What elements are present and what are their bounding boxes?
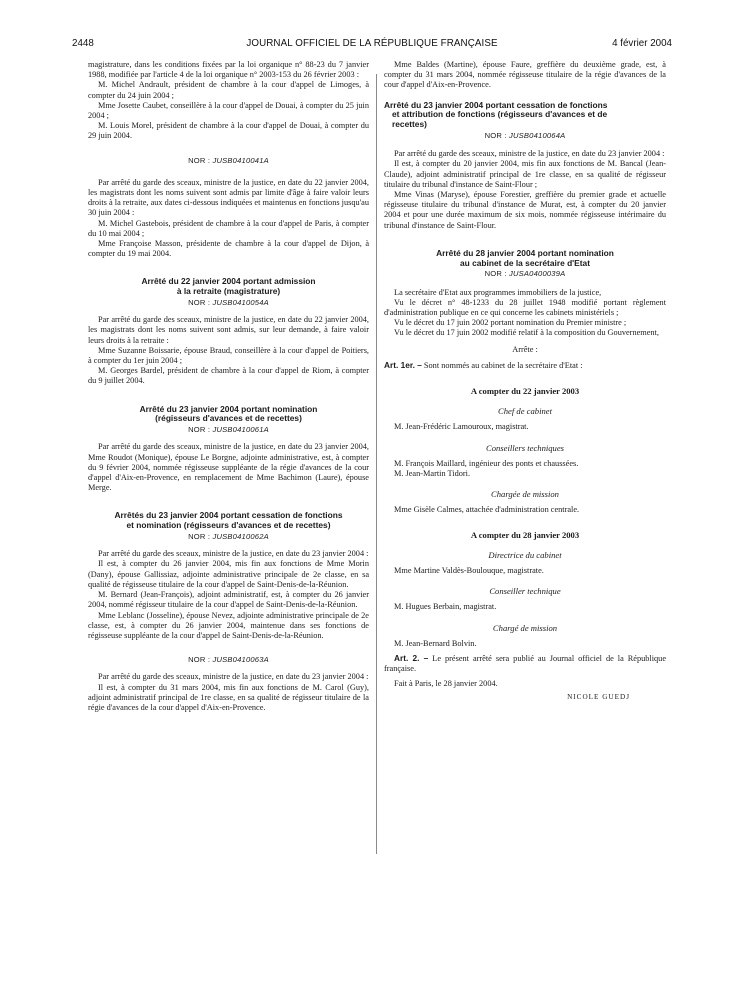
- nor-reference: NOR : JUSA0400039A: [484, 269, 566, 279]
- column-divider: [376, 74, 377, 854]
- signature-date: Fait à Paris, le 28 janvier 2004.: [394, 678, 498, 688]
- nor-reference: NOR : JUSB0410041A: [188, 155, 269, 165]
- section-heading: Arrêté du 23 janvier 2004 portant nomination (régisseurs d'avances et de recettes): [139, 403, 318, 424]
- nor-reference: NOR : JUSB0410061A: [188, 425, 269, 435]
- left-column: [88, 60, 369, 713]
- paragraph: Il est, à compter du 31 mars 2004, mis fin aux fonctions de M. Carol (Guy), adjoint administratif principal de 1re classe, en sa qualité de régisseur titulaire de la régie d'avances de la cour d'appel d'Aix-en-Provence.: [88, 682, 369, 712]
- paragraph: Vu le décret du 17 juin 2002 modifié relatif à la composition du Gouvernement,: [394, 328, 659, 338]
- paragraph: Par arrêté du garde des sceaux, ministre de la justice, en date du 23 janvier 2004 :: [394, 149, 665, 159]
- paragraph: Mme Françoise Masson, présidente de chambre à la cour d'appel de Dijon, à compter du 19 mai 2004.: [88, 239, 369, 259]
- paragraph: Par arrêté du garde des sceaux, ministre de la justice, en date du 22 janvier 2004, les magistrats dont les noms suivent sont admis par limite d'âge à faire valoir leurs droits à la retraite, aux dates ci-dessous indiquées et maintenus en fonctions jusqu'au 30 juin 2004 :: [88, 177, 369, 218]
- nor-reference: NOR : JUSB0410054A: [188, 298, 269, 308]
- paragraph: La secrétaire d'Etat aux programmes immobiliers de la justice,: [394, 287, 602, 297]
- page-header: [72, 38, 672, 52]
- paragraph: Mme Vinas (Maryse), épouse Forestier, greffière du premier grade et actuelle régisseuse titulaire du tribunal d'instance de Murat, est, à compter du 20 janvier 2004 et pour une durée maximum de six mois, nommée régisseuse intérimaire du tribunal d'instance de Saint-Flour.: [384, 190, 666, 230]
- right-column: [384, 60, 666, 702]
- paragraph: M. Georges Bardel, président de chambre à la cour d'appel de Riom, à compter du 9 juillet 2004.: [88, 366, 369, 386]
- paragraph: magistrature, dans les conditions fixées par la loi organique n° 88-23 du 7 janvier 1988, modifiée par l'article 4 de la loi organique n° 2003-153 du 26 février 2003 :: [88, 60, 369, 80]
- appointee: M. François Maillard, ingénieur des ponts et chaussées.: [394, 458, 579, 468]
- signatory: NICOLE GUEDJ: [567, 692, 630, 701]
- arrete-line: Arrête :: [512, 344, 538, 354]
- paragraph: Par arrêté du garde des sceaux, ministre de la justice, en date du 23 janvier 2004, Mme Roudot (Monique), épouse Le Borgne, adjointe administrative, est, à compter du 9 février 2004, nommée régisseuse suppléante de la régie d'avances de la cour d'appel d'Aix-en-Provence, en remplacement de Mme Bachimon (Laure), épouse Merge.: [88, 442, 369, 493]
- paragraph: Vu le décret n° 48-1233 du 28 juillet 1948 modifié portant règlement d'administration publique en ce qui concerne les cabinets ministériels ;: [384, 297, 666, 318]
- date-section-title: A compter du 22 janvier 2003: [470, 386, 580, 397]
- issue-date: 4 février 2004: [612, 38, 672, 49]
- date-section-title: A compter du 28 janvier 2003: [470, 529, 580, 540]
- paragraph: Il est, à compter du 20 janvier 2004, mis fin aux fonctions de M. Bancal (Jean-Claude), adjoint administratif principal de 1re classe, en sa qualité de régisseur titulaire du tribunal d'instance de Saint-Flour ;: [384, 159, 666, 189]
- paragraph: Par arrêté du garde des sceaux, ministre de la justice, en date du 23 janvier 2004 :: [98, 672, 369, 682]
- nor-reference: NOR : JUSB0410064A: [484, 131, 566, 140]
- appointee: M. Jean-Frédéric Lamouroux, magistrat.: [394, 422, 529, 432]
- role-title: Conseillers techniques: [485, 442, 565, 453]
- section-heading: Arrêté du 22 janvier 2004 portant admission à la retraite (magistrature): [141, 276, 316, 297]
- article-1: Art. 1er. – Sont nommés au cabinet de la secrétaire d'Etat :: [384, 359, 583, 370]
- paragraph: M. Louis Morel, président de chambre à la cour d'appel de Douai, à compter du 29 juin 2004.: [88, 121, 369, 141]
- page-number: 2448: [72, 38, 94, 49]
- appointee: M. Jean-Martin Tidori.: [394, 469, 471, 479]
- paragraph: Vu le décret du 17 juin 2002 portant nomination du Premier ministre ;: [394, 318, 627, 328]
- paragraph: Mme Josette Caubet, conseillère à la cour d'appel de Douai, à compter du 25 juin 2004 ;: [88, 100, 369, 121]
- paragraph: Il est, à compter du 26 janvier 2004, mis fin aux fonctions de Mme Morin (Dany), épouse Gallissiaz, adjointe administrative principale de 2e classe, en sa qualité de régisseuse titulaire de la cour d'appel de Saint-Denis-de-la-Réunion.: [88, 559, 369, 589]
- paragraph: Mme Baldes (Martine), épouse Faure, greffière du deuxième grade, est, à compter du 31 mars 2004, nommée régisseuse titulaire de la régie d'avances de la cour d'appel d'Aix-en-Provence.: [384, 60, 666, 90]
- paragraph: Mme Leblanc (Josseline), épouse Nevez, adjointe administrative principale de 2e classe, est, à compter du 26 janvier 2004, maintenue dans ses fonctions de régisseuse suppléante de la cour d'appel de Saint-Denis-de-la-Réunion.: [88, 610, 369, 640]
- section-heading: Arrêtés du 23 janvier 2004 portant cessation de fonctions et nomination (régisseurs d'avances et de recettes): [114, 510, 343, 531]
- paragraph: Mme Suzanne Boissarie, épouse Braud, conseillère à la cour d'appel de Poitiers, à compter du 1er juin 2004 ;: [88, 345, 369, 366]
- paragraph: M. Michel Andrault, président de chambre à la cour d'appel de Limoges, à compter du 24 juin 2004 ;: [88, 80, 369, 100]
- appointee: M. Hugues Berbain, magistrat.: [394, 602, 497, 612]
- appointee: Mme Martine Valdès-Boulouque, magistrate.: [394, 566, 544, 576]
- paragraph: M. Bernard (Jean-François), adjoint administratif, est, à compter du 26 janvier 2004, nommé régisseur titulaire de la cour d'appel de Saint-Denis-de-la-Réunion.: [88, 590, 369, 610]
- article-2: Art. 2. – Le présent arrêté sera publié au Journal officiel de la République française.: [384, 653, 666, 674]
- role-title: Chargée de mission: [491, 489, 559, 500]
- journal-title: JOURNAL OFFICIEL DE LA RÉPUBLIQUE FRANÇAISE: [246, 38, 498, 49]
- nor-reference: NOR : JUSB0410062A: [188, 532, 269, 542]
- appointee: Mme Gisèle Calmes, attachée d'administration centrale.: [394, 505, 580, 515]
- paragraph: Par arrêté du garde des sceaux, ministre de la justice, en date du 23 janvier 2004 :: [98, 549, 369, 559]
- appointee: M. Jean-Bernard Bolvin.: [394, 638, 477, 648]
- section-heading: Arrêté du 28 janvier 2004 portant nomination au cabinet de la secrétaire d'Etat: [436, 247, 614, 268]
- role-title: Conseiller technique: [489, 586, 561, 597]
- role-title: Chargé de mission: [492, 622, 558, 633]
- section-heading: Arrêté du 23 janvier 2004 portant cessation de fonctions et attribution de fonctions (régisseurs d'avances et de recettes): [384, 99, 608, 130]
- role-title: Directrice du cabinet: [488, 549, 562, 560]
- paragraph: M. Michel Gastebois, président de chambre à la cour d'appel de Paris, à compter du 10 mai 2004 ;: [88, 218, 369, 238]
- role-title: Chef de cabinet: [498, 406, 552, 417]
- nor-reference: NOR : JUSB0410063A: [188, 655, 269, 665]
- paragraph: Par arrêté du garde des sceaux, ministre de la justice, en date du 22 janvier 2004, les magistrats dont les noms suivent sont admis, sur leur demande, à faire valoir leurs droits à la retraite :: [88, 315, 369, 345]
